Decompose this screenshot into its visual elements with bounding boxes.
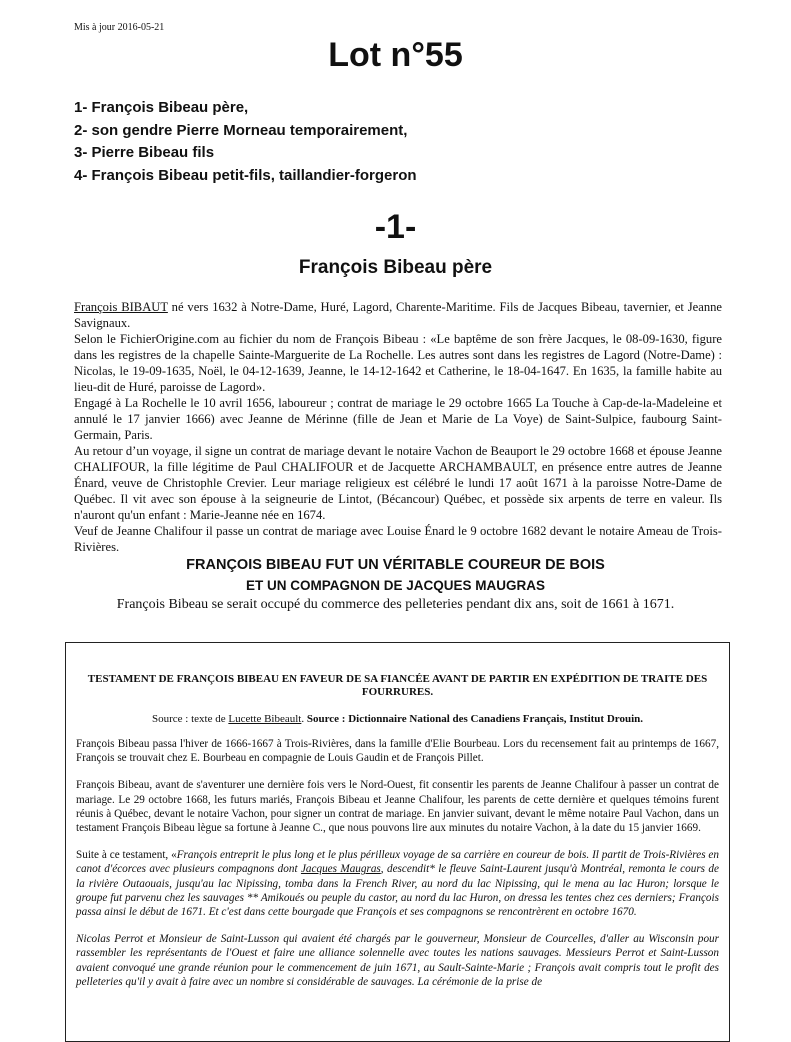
bio-paragraph: Selon le FichierOrigine.com au fichier du nom de François Bibeau : «Le baptême de son frère Jacques, le 08-09-1630, figure dans les registres de la chapelle Sainte-Marguerite de La Rochelle. Les autres sont dans les registres de Lagord (Notre-Dame) : Nicolas, le 19-09-1635, Noël, le 04-12-1639, Jeanne, le 14-12-1642 et Catherine, le 18-04-1647. En 1635, la famille habite au lieu-dit de Huré, paroisse de Lagord».	[74, 332, 722, 394]
quote-intro: Suite à ce testament, «	[76, 849, 177, 862]
testament-paragraph	[76, 848, 719, 919]
bio-paragraph: Au retour d’un voyage, il signe un contrat de mariage devant le notaire Vachon de Beauport le 29 octobre 1668 et épouse Jeanne CHALIFOUR, la fille légitime de Paul CHALIFOUR et de Jacquette ARCHAMBAULT, en présence entre autres de Jeanne Énard, veuve de Christophle Crevier. Leur mariage religieux est célébré le lundi 17 août 1671 à la paroisse Notre-Dame de Québec. Il vit avec son épouse à la seigneurie de Lintot, (Bécancour) Québec, et possède six arpents de terre en valeur. Ils n'auront qu'un enfant : Marie-Jeanne née en 1674.	[74, 444, 722, 522]
testament-content	[76, 673, 719, 1002]
toc-item: 1- François Bibeau père,	[74, 99, 249, 116]
source-prefix: Source : texte de	[151, 713, 229, 725]
quote-text: , descendit* le fleuve Saint-Laurent jusqu'à Montréal, remonta le cours de la rivière Outaouais, jusqu'au lac Nipissing, tomba dans la French River, au nord du lac Nipissing, qui le mena au lac Huron; lorsque le groupe fut parvenu chez les sauvages ** Amikoués ou peuple du castor, au nord du lac Huron, on dressa les tentes chez ces derniers; François passa ainsi le début de 1671. Et c'est dans cette bourgade que François et ses compagnons se rencontrèrent en octobre 1670.	[76, 863, 719, 919]
section-number: -1-	[374, 208, 417, 246]
testament-paragraph: Nicolas Perrot et Monsieur de Saint-Lusson qui avaient été chargés par le gouverneur, Monsieur de Courcelles, d'aller au Wisconsin pour rassembler les représentants de l'Ouest et faire une alliance solennelle avec toutes les nations sauvages. Messieurs Perrot et Saint-Lusson avaient convoqué une grande réunion pour le commencement de juin 1671, au Sault-Sainte-Marie ; François avait compris tout le profit des pelleteries qu'il y avait à faire avec un nombre si considérable de sauvages. La cérémonie de la prise de	[76, 933, 719, 988]
toc-item: 2- son gendre Pierre Morneau temporairement,	[74, 121, 408, 139]
quote-text: François entreprit le plus long et le plus périlleux voyage de sa carrière en coureur de bois. Il partit de Trois-Rivières en canot d'écorces avec plusieurs compagnons dont	[76, 849, 719, 876]
bio-text: né vers 1632 à Notre-Dame, Huré, Lagord, Charente-Maritime. Fils de Jacques Bibeau, tavernier, et Jeanne Savignaux.	[74, 300, 723, 330]
bio-paragraph: Engagé à La Rochelle le 10 avril 1656, laboureur ; contrat de mariage le 29 octobre 1665 La Touche à Cap-de-la-Madeleine et annulé le 17 janvier 1666) avec Jeanne de Mérinne (fille de Jean et Marie de La Voye) de Saint-Sulpice, faubourg Saint-Germain, Paris.	[74, 396, 722, 442]
testament-source: Source : texte de Lucette Bibeault. Source : Dictionnaire National des Canadiens Français, Institut Drouin.	[151, 713, 643, 725]
biography	[74, 299, 722, 555]
source-author-link[interactable]: Lucette Bibeault	[228, 713, 302, 725]
testament-title: TESTAMENT DE FRANÇOIS BIBEAU EN FAVEUR DE SA FIANCÉE AVANT DE PARTIR EN EXPÉDITION DE TRAITE DES FOURRURES.	[87, 673, 708, 698]
maugras-link[interactable]: Jacques Maugras	[300, 863, 381, 876]
testament-paragraph: François Bibeau, avant de s'aventurer une dernière fois vers le Nord-Ouest, fit consentir les parents de Jeanne Chalifour à passer un contrat de mariage. Le 29 octobre 1668, les futurs mariés, François Bibeau et Jeanne Chalifour, les parents de cette dernière et quelques témoins furent réunis à Québec, devant le notaire Vachon, pour signer un contrat de mariage. En janvier suivant, devant le même notaire Paul Vachon, dans un testament François Bibeau lègue sa fortune à Jeanne C., que nous pouvons lire aux minutes du notaire Vachon, à la date du 15 janvier 1669.	[76, 779, 719, 835]
testament-paragraph: François Bibeau passa l'hiver de 1666-1667 à Trois-Rivières, dans la famille d'Elie Bourbeau. Lors du recensement fait au printemps de 1667, François se trouvait chez E. Bourbeau en compagnie de Louis Gaudin et de François Pillet.	[76, 738, 719, 765]
update-date: Mis à jour 2016-05-21	[74, 22, 165, 33]
source-reference: Source : Dictionnaire National des Canadiens Français, Institut Drouin.	[306, 713, 643, 725]
headline-subtext: François Bibeau se serait occupé du commerce des pelleteries pendant dix ans, soit de 1661 à 1671.	[116, 597, 675, 612]
headline-line-1: FRANÇOIS BIBEAU FUT UN VÉRITABLE COUREUR DE BOIS	[186, 557, 605, 573]
toc-item: 4- François Bibeau petit-fils, taillandier-forgeron	[74, 166, 417, 184]
toc-item: 3- Pierre Bibeau fils	[74, 144, 215, 161]
page-title: Lot n°55	[328, 36, 463, 74]
person-name: François BIBAUT	[74, 300, 168, 314]
table-of-contents	[74, 97, 417, 187]
bio-paragraph: Veuf de Jeanne Chalifour il passe un contrat de mariage avec Louise Énard le 9 octobre 1682 devant le notaire Ameau de Trois-Rivières.	[74, 524, 722, 554]
headline-line-2: ET UN COMPAGNON DE JACQUES MAUGRAS	[245, 578, 546, 593]
section-title: François Bibeau père	[298, 257, 493, 278]
bio-paragraph	[74, 299, 722, 331]
testament-box	[65, 642, 730, 1042]
